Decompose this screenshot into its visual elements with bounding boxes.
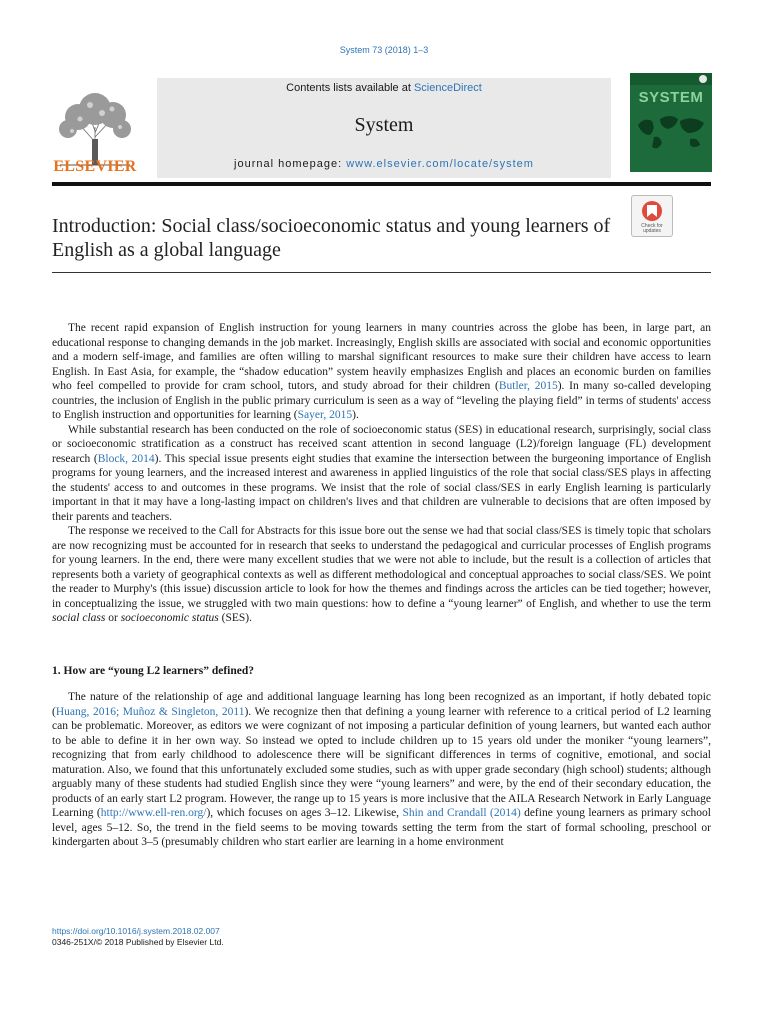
section-heading: 1. How are “young L2 learners” defined?	[52, 664, 254, 677]
cover-graphic	[630, 73, 712, 172]
paragraph	[52, 423, 711, 525]
check-updates-label: Check for updates	[641, 223, 663, 234]
header-divider	[52, 182, 711, 186]
url-link[interactable]: http://www.ell-ren.org/	[100, 807, 207, 819]
contents-line	[157, 82, 611, 94]
journal-title: System	[354, 114, 414, 136]
citation-link[interactable]: Block, 2014	[97, 452, 155, 465]
paragraph-text: While substantial research has been conducted on the role of socioeconomic status (SES) in educational research, surprisingly, social class or socioeconomic stratification as a construct has received scant attention in second language (L2)/foreign language (FL) development research (	[52, 423, 711, 465]
journal-masthead	[157, 78, 611, 178]
doi-link[interactable]: https://doi.org/10.1016/j.system.2018.02.007	[52, 926, 220, 936]
paragraph	[52, 690, 711, 850]
italic-term: social class	[52, 612, 106, 624]
homepage-link[interactable]: www.elsevier.com/locate/system	[346, 158, 534, 170]
paragraph-text: ), which focuses on ages 3–12. Likewise,	[206, 807, 403, 819]
copyright-line: 0346-251X/© 2018 Published by Elsevier Ltd.	[52, 937, 224, 947]
sciencedirect-link[interactable]: ScienceDirect	[413, 82, 482, 94]
citation-link[interactable]: Shin and Crandall (2014)	[402, 807, 521, 819]
publisher-name: ELSEVIER	[53, 158, 137, 175]
article-body	[52, 321, 711, 850]
paragraph-text: The response we received to the Call for Abstracts for this issue bore out the sense we had that social class/SES is timely topic that scholars are now recognizing must be accounted for in research that seeks to understand the pedagogical and curricular processes of English programs for young learners. In the end, there were many excellent studies that we were not able to include, but the result is a collection of articles that represents both a variety of geographical contexts as well as different methodological and conceptual approaches to social class/SES. We point the reader to Murphy's (this issue) discussion article to look for how the themes and findings across the articles can be tied together; however, in conceptualizing the issue, we struggled with two main questions: how to define a “young learner” of English, and whether to use the term	[52, 525, 711, 610]
homepage-prefix: journal homepage:	[234, 158, 347, 170]
article-title: Introduction: Social class/socioeconomic status and young learners of English as a global language	[52, 215, 611, 261]
footer	[52, 926, 452, 948]
italic-term: socioeconomic status	[120, 612, 219, 624]
citation-link[interactable]: Huang, 2016; Muñoz & Singleton, 2011	[55, 705, 245, 718]
contents-prefix: Contents lists available at	[286, 82, 414, 94]
paragraph-text: ). In many so-called developing countries, the inclusion of English in the public primary curriculum is seen as a way of “leveling the playing field” in terms of students' access to English instruction and opportunities for learning (	[52, 380, 711, 421]
citation-link[interactable]: Butler, 2015	[498, 380, 558, 392]
paragraph	[52, 524, 711, 626]
paragraph	[52, 321, 711, 423]
journal-citation[interactable]: System 73 (2018) 1–3	[339, 45, 429, 55]
journal-cover[interactable]	[630, 73, 712, 172]
paragraph-text: or	[105, 612, 121, 624]
title-divider	[52, 272, 711, 273]
citation-link[interactable]: Sayer, 2015	[297, 409, 353, 421]
paragraph-text: The recent rapid expansion of English instruction for young learners in many countries across the globe has been, in large part, an educational response to changing demands in the job market. Increasingly, English skills are associated with social and economic opportunities and a modern self-image, and families are often willing to marshal significant resources to make sure their children have access to learn English. In East Asia, for example, the “shadow education” system heavily emphasizes English and places an economic burden on families who feel compelled to provide for cram school, tutors, and study abroad for their children (	[52, 322, 711, 392]
homepage-line	[157, 158, 611, 170]
cover-title: SYSTEM	[638, 89, 704, 106]
paragraph-text: ). This special issue presents eight studies that examine the intersection between the burgeoning importance of English programs for young learners, and the increased interest and awareness in applied linguistics of the role that social class/SES plays in affecting the students' access to and outcomes in these programs. We insist that the role of social class/SES in early English learning is particularly important in that it may have a long-lasting impact on children's lives and that children are vulnerable to decisions that are often imposed by their parents and teachers.	[52, 452, 711, 523]
paragraph-text: ).	[352, 409, 359, 421]
paragraph-text: (SES).	[218, 612, 252, 624]
paragraph-text: define young learners as primary school level, ages 5–12. So, the trend in the field seems to be moving towards setting the term from the start of formal schooling, preschool or kindergarten about 3–5 (presumably children who start earlier are learning in a home environment	[52, 807, 711, 848]
check-for-updates-button[interactable]	[631, 195, 673, 237]
paragraph-text: ). We recognize then that defining a young learner with reference to a critical period of L2 learning can be problematic. Moreover, as editors we were cognizant of not imposing a particular definition of young learners, but wanted each author to be able to define it in her own way. So instead we opted to include children up to 15 years old under the moniker “young learners”, recognizing that from early childhood to adolescence there will be significant differences in terms of cognitive, emotional, and social maturation. Also, we found that this unfortunately excluded some studies, such as with upper grade secondary (high school) students; although arguably many of these students had studied English since they were “young learners” and were, by the end of their secondary education, the products of an early start L2 program. However, the range up to 15 years is more inclusive that the AILA Research Network in Early Language Learning (	[52, 705, 711, 819]
paragraph-text: The nature of the relationship of age and additional language learning has long been recognized as an important, if hotly debated topic (	[52, 691, 711, 718]
